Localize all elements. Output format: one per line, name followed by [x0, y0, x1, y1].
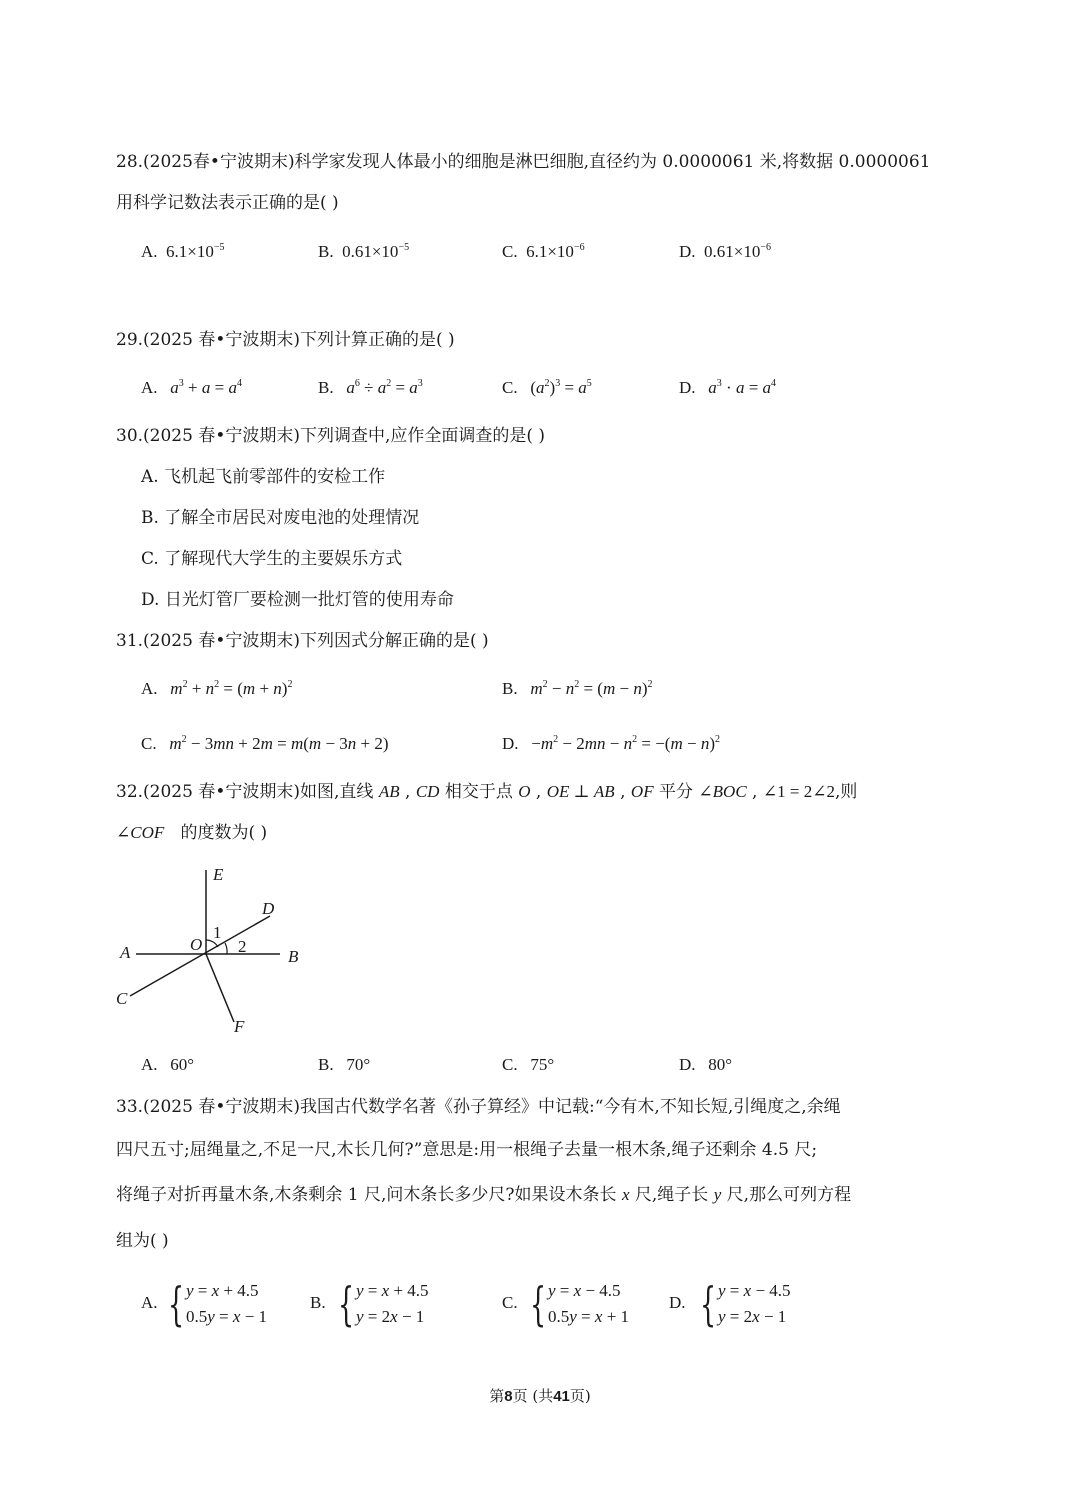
brace-icon: {: [168, 1277, 185, 1331]
q29-option-c[interactable]: C. $(a^2)^3 = a^5$: [502, 378, 592, 397]
q32-geometry-figure: [110, 858, 330, 1038]
option-letter: C.: [141, 734, 157, 753]
stem-part: 尺,那么可列方程: [726, 1185, 852, 1205]
label-d: D: [262, 899, 275, 918]
stem-part: 将绳子对折再量木条,木条剩余 1 尺,问木条长多少尺?如果设木条长: [116, 1185, 617, 1205]
footer-text: 页): [569, 1387, 591, 1405]
q33-option-a-letter[interactable]: A.: [141, 1293, 158, 1312]
q31-stem: 31.(2025 春•宁波期末)下列因式分解正确的是( ): [116, 631, 489, 651]
option-letter: A.: [141, 679, 158, 698]
label-a: A: [120, 943, 131, 962]
q30-option-b[interactable]: B. 了解全市居民对废电池的处理情况: [141, 508, 420, 528]
q32-stem-line1: 32.(2025 春•宁波期末)如图,直线 AB , CD 相交于点 O , OE ⊥ AB , OF 平分 ∠BOC , ∠1 = 2∠2,则: [116, 782, 858, 802]
angle-2-arc: [225, 943, 227, 954]
q28-stem-line1: 28.(2025春•宁波期末)科学家发现人体最小的细胞是淋巴细胞,直径约为 0.0000061 米,将数据 0.0000061: [116, 152, 931, 172]
option-letter: A.: [141, 378, 158, 397]
ray-of: [206, 954, 234, 1022]
q29-stem: 29.(2025 春•宁波期末)下列计算正确的是( ): [116, 330, 455, 350]
label-c: C: [116, 989, 128, 1008]
q32-option-b[interactable]: [318, 1053, 370, 1077]
option-letter: C.: [502, 1055, 518, 1074]
q33-option-a-system[interactable]: { y = x + 4.5 0.5y = x − 1: [168, 1277, 268, 1331]
q32-stem-line2: ∠COF 的度数为( ): [116, 823, 268, 843]
q30-option-a[interactable]: A. 飞机起飞前零部件的安检工作: [141, 467, 386, 487]
line-cd: [130, 916, 270, 996]
option-letter: D.: [679, 242, 696, 261]
option-letter: D.: [679, 1055, 696, 1074]
brace-icon: {: [338, 1277, 355, 1331]
label-angle-2: 2: [238, 937, 247, 956]
footer-text: 第: [489, 1387, 505, 1405]
option-text: 70°: [346, 1055, 371, 1074]
q32-option-a[interactable]: [141, 1053, 194, 1077]
q31-option-d[interactable]: D. $-m^2 - 2mn - n^2 = -(m - n)^2$: [502, 734, 721, 753]
q28-option-b[interactable]: [318, 240, 409, 264]
q31-option-b[interactable]: B. $m^2 - n^2 = (m - n)^2$: [502, 679, 653, 698]
stem-part: 的度数为( ): [180, 823, 268, 843]
stem-part: ,则: [834, 782, 858, 802]
option-base: 6.1×10: [526, 242, 574, 261]
label-o: O: [190, 935, 203, 954]
option-exponent: −5: [398, 242, 410, 253]
option-letter: C.: [502, 378, 518, 397]
q33-option-c-system[interactable]: { y = x − 4.5 0.5y = x + 1: [530, 1277, 630, 1331]
option-text: 60°: [170, 1055, 195, 1074]
option-base: 0.61×10: [342, 242, 399, 261]
option-letter: D.: [502, 734, 519, 753]
q33-stem-line3: 将绳子对折再量木条,木条剩余 1 尺,问木条长多少尺?如果设木条长 x 尺,绳子长 y 尺,那么可列方程: [116, 1185, 852, 1205]
brace-icon: {: [700, 1277, 717, 1331]
option-letter: B.: [502, 679, 518, 698]
q33-option-c-letter[interactable]: C.: [502, 1293, 518, 1312]
q31-option-c[interactable]: C. $m^2 - 3mn + 2m = m(m - 3n + 2)$: [141, 734, 389, 753]
option-base: 6.1×10: [166, 242, 214, 261]
label-b: B: [288, 947, 299, 966]
q30-stem: 30.(2025 春•宁波期末)下列调查中,应作全面调查的是( ): [116, 426, 546, 446]
stem-part: 32.(2025 春•宁波期末)如图,直线: [116, 782, 374, 802]
option-letter: C.: [502, 242, 518, 261]
option-letter: B.: [318, 1055, 334, 1074]
q33-option-b-system[interactable]: { y = x + 4.5 y = 2x − 1: [338, 1277, 429, 1331]
option-text: 75°: [530, 1055, 555, 1074]
q33-option-d-system[interactable]: { y = x − 4.5 y = 2x − 1: [700, 1277, 791, 1331]
q33-stem-line1: 33.(2025 春•宁波期末)我国古代数学名著《孙子算经》中记载:“今有木,不知长短,引绳度之,余绳: [116, 1097, 841, 1117]
option-letter: A.: [141, 242, 158, 261]
q30-option-d[interactable]: D. 日光灯管厂要检测一批灯管的使用寿命: [141, 590, 454, 610]
stem-part: 尺,绳子长: [634, 1185, 709, 1205]
q29-option-b[interactable]: B. $a^6 \div a^2 = a^3$: [318, 378, 423, 397]
option-exponent: −6: [760, 242, 772, 253]
stem-part: 相交于点: [444, 782, 513, 802]
option-text: 80°: [708, 1055, 733, 1074]
q31-option-a[interactable]: A. $m^2 + n^2 = (m + n)^2$: [141, 679, 293, 698]
label-f: F: [234, 1017, 245, 1036]
q32-option-d[interactable]: [679, 1053, 732, 1077]
label-e: E: [213, 865, 224, 884]
q32-option-c[interactable]: [502, 1053, 554, 1077]
label-angle-1: 1: [213, 923, 222, 942]
q33-stem-line2: 四尺五寸;屈绳量之,不足一尺,木长几何?”意思是:用一根绳子去量一根木条,绳子还剩余 4.5 尺;: [116, 1140, 818, 1160]
option-letter: D.: [679, 378, 696, 397]
option-exponent: −6: [573, 242, 585, 253]
total-pages: 41: [553, 1388, 570, 1405]
option-letter: B.: [318, 378, 334, 397]
footer-text: 页 (共: [512, 1387, 554, 1405]
option-letter: B.: [318, 242, 334, 261]
page-footer: [0, 1385, 1080, 1406]
page-number: 8: [504, 1388, 513, 1405]
q28-stem-line2: 用科学记数法表示正确的是( ): [116, 193, 339, 213]
option-exponent: −5: [213, 242, 225, 253]
brace-icon: {: [530, 1277, 547, 1331]
q33-stem-line4: 组为( ): [116, 1231, 169, 1251]
option-base: 0.61×10: [704, 242, 761, 261]
q29-option-d[interactable]: D. $a^3 \cdot a = a^4$: [679, 378, 777, 397]
stem-part: 平分: [659, 782, 693, 802]
q28-option-c[interactable]: [502, 240, 585, 264]
q33-option-b-letter[interactable]: B.: [310, 1293, 326, 1312]
q30-option-c[interactable]: C. 了解现代大学生的主要娱乐方式: [141, 549, 403, 569]
q28-option-a[interactable]: [141, 240, 225, 264]
q28-option-d[interactable]: [679, 240, 771, 264]
option-letter: A.: [141, 1055, 158, 1074]
q29-option-a[interactable]: A. $a^3 + a = a^4$: [141, 378, 242, 397]
q33-option-d-letter[interactable]: D.: [669, 1293, 686, 1312]
